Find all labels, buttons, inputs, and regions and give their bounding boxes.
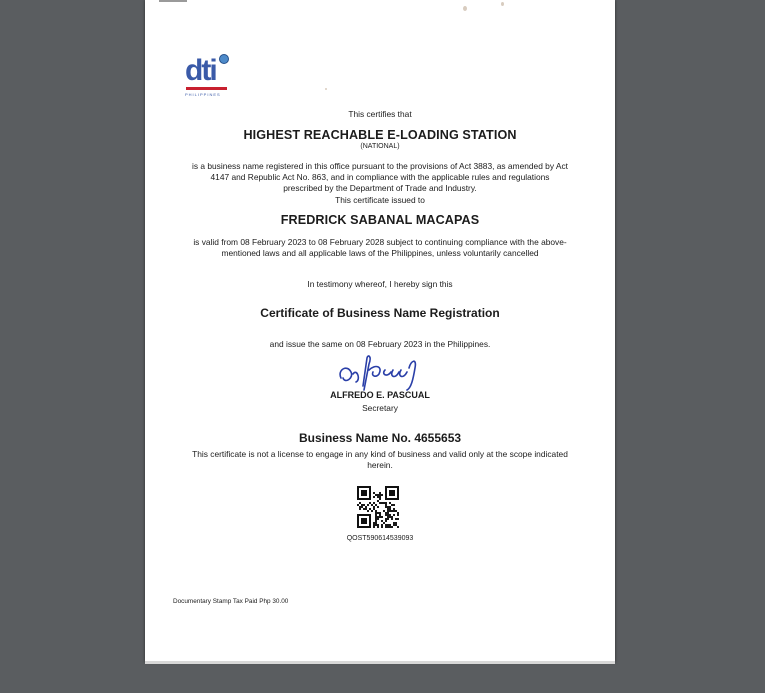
business-name: HIGHEST REACHABLE E-LOADING STATION <box>243 128 517 142</box>
issue-statement: and issue the same on 08 February 2023 in the Philippines. <box>269 339 491 349</box>
qr-code <box>357 486 399 528</box>
business-scope: (NATIONAL) <box>360 143 400 150</box>
dti-logo <box>185 54 231 100</box>
business-number: Business Name No. 4655653 <box>298 431 462 445</box>
owner-name: FREDRICK SABANAL MACAPAS <box>280 213 480 227</box>
globe-icon <box>219 54 229 64</box>
certificate-page <box>145 0 615 662</box>
disclaimer-text: This certificate is not a license to engage in any kind of business and valid only at the scope indicated herein. <box>192 449 568 470</box>
intro-text: This certifies that <box>348 109 412 119</box>
registration-body: is a business name registered in this office pursuant to the provisions of Act 3883, as amended by Act 4147 and Republic Act No. 863, and in compliance with the applicable rules and regulations prescribed by the Department of Trade and Industry. <box>191 161 568 193</box>
scan-edge-mark <box>159 0 187 2</box>
signatory-title: Secretary <box>362 403 398 413</box>
logo-subtitle: PHILIPPINES <box>185 92 221 97</box>
paper-stain <box>501 2 504 6</box>
testimony-text: In testimony whereof, I hereby sign this <box>307 279 453 289</box>
paper-stain <box>325 88 327 90</box>
signatory-name: ALFREDO E. PASCUAL <box>330 390 430 400</box>
stamp-tax-note: Documentary Stamp Tax Paid Php 30.00 <box>173 598 289 605</box>
certificate-title: Certificate of Business Name Registration <box>260 306 500 320</box>
validity-text: is valid from 08 February 2023 to 08 February 2028 subject to continuing compliance with the above-mentioned laws and all applicable laws of the Philippines, unless voluntarily cancelled <box>193 237 567 258</box>
issued-to-label: This certificate issued to <box>335 195 425 205</box>
logo-underline <box>186 87 227 90</box>
logo-text: dti <box>185 54 216 87</box>
qr-code-id: QOST590614539093 <box>346 535 414 542</box>
paper-stain <box>463 6 467 11</box>
